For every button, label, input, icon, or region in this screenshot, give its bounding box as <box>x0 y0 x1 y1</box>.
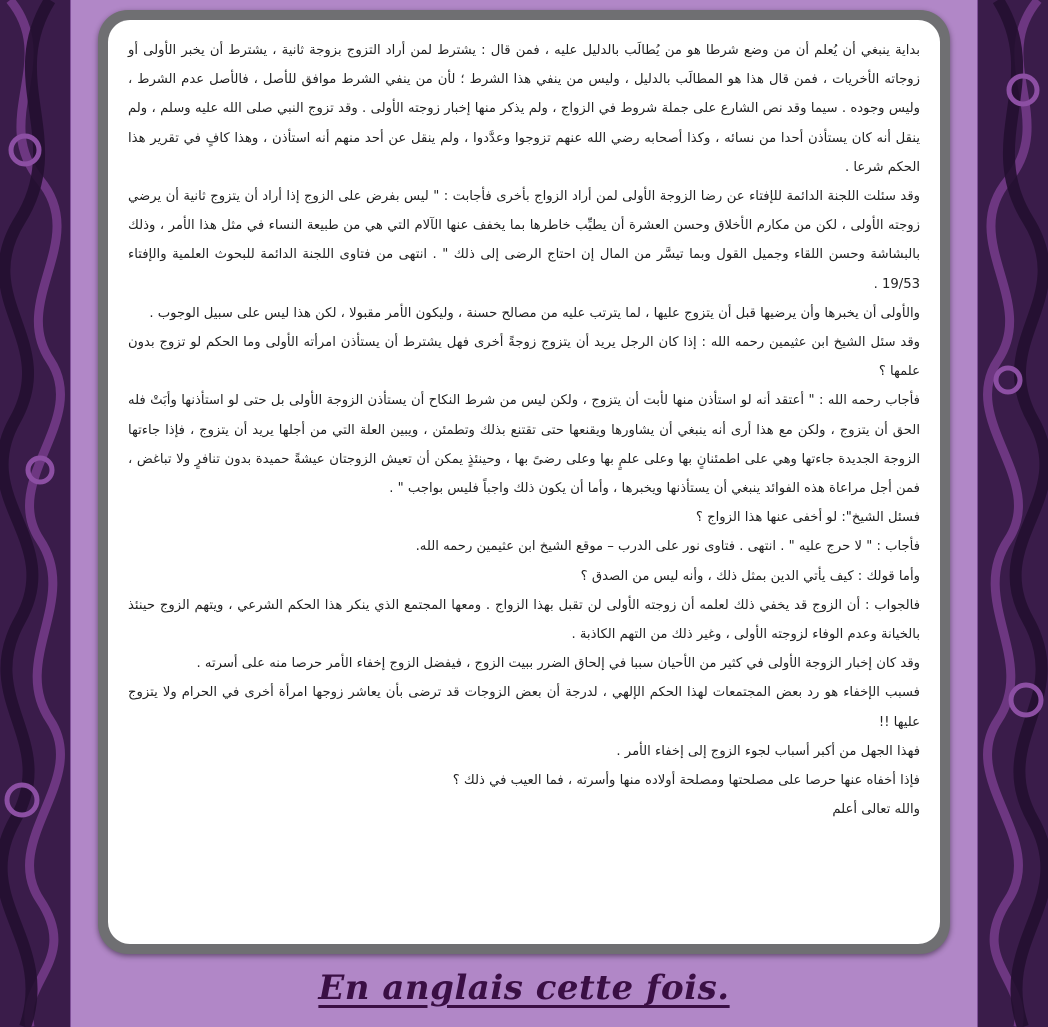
article-frame <box>98 10 950 954</box>
article-paragraph: فأجاب : " لا حرج عليه " . انتهى . فتاوى نور على الدرب – موقع الشيخ ابن عثيمين رحمه الله. <box>415 539 920 555</box>
article-paragraph: فالجواب : أن الزوج قد يخفي ذلك لعلمه أن زوجته الأولى لن تقبل بهذا الزواج . ومعها المجتمع الذي ينكر هذا الحكم الشرعي ، ويتهم الزوج حينئذ بالخيانة وعدم الوفاء لزوجته الأولى ، وغير ذلك من التهم الكاذبة . <box>128 597 920 643</box>
article-paragraph: وقد كان إخبار الزوجة الأولى في كثير من الأحيان سببا في إلحاق الضرر ببيت الزوج ، فيفضل الزوج إخفاء الأمر حرصا منه على أسرته . <box>196 656 920 672</box>
article-paragraph: بداية ينبغي أن يُعلم أن من وضع شرطا هو من يُطالَب بالدليل عليه ، فمن قال : يشترط لمن أراد التزوج بزوجة ثانية ، يشترط أن يخبر الأولى أو زوجاته الأخريات ، فمن قال هذا هو المطالَب بالدليل ، وليس من ينفي هذا الشرط ؛ لأن من ينفي الشرط موافق للأصل ، فالأصل عدم الشرط ، وليس وجوده . سيما وقد نص الشارع على جملة شروط في الزواج ، ولم يذكر منها إخبار زوجته الأولى . وقد تزوج النبي صلى الله عليه وسلم ، ولم ينقل أنه كان يستأذن أحدا من نسائه ، وكذا أصحابه رضي الله عنهم تزوجوا وعدَّدوا ، ولم ينقل عن أحد منهم أنه استأذن ، وهذا كافٍ في تقرير هذا الحكم شرعا . <box>128 43 920 175</box>
article-paragraph: والأولى أن يخبرها وأن يرضيها قبل أن يتزوج عليها ، لما يترتب عليه من مصالح حسنة ، وليكون الأمر مقبولا ، لكن هذا ليس على سبيل الوجوب . <box>149 305 920 321</box>
article-paragraph: فإذا أخفاه عنها حرصا على مصلحتها ومصلحة أولاده منها وأسرته ، فما العيب في ذلك ؟ <box>452 773 920 789</box>
article-paragraph: فسئل الشيخ": لو أخفى عنها هذا الزواج ؟ <box>695 510 920 526</box>
left-decorative-pattern <box>0 0 70 1027</box>
english-caption-heading: En anglais cette fois. <box>318 968 730 1008</box>
article-body <box>108 20 940 944</box>
article-paragraph: وأما قولك : كيف يأتي الدين بمثل ذلك ، وأنه ليس من الصدق ؟ <box>580 568 920 584</box>
article-paragraph: فسبب الإخفاء هو رد بعض المجتمعات لهذا الحكم الإلهي ، لدرجة أن بعض الزوجات قد ترضى بأن يعاشر زوجها امرأة أخرى في الحرام ولا يتزوج عليها !! <box>128 685 920 730</box>
article-paragraph: فهذا الجهل من أكبر أسباب لجوء الزوج إلى إخفاء الأمر . <box>616 743 920 759</box>
left-swirl-graphic <box>0 0 70 1027</box>
right-decorative-pattern <box>978 0 1048 1027</box>
article-paragraph: وقد سئلت اللجنة الدائمة للإفتاء عن رضا الزوجة الأولى لمن أراد الزواج بأخرى فأجابت : " ليس بفرض على الزوج إذا أراد أن يتزوج ثانية أن يرضي زوجته الأولى ، لكن من مكارم الأخلاق وحسن العشرة أن يطيِّب خاطرها بما يخفف عنها الآلام التي هي من طبيعة النساء في مثل هذا الأمر ، وذلك بالبشاشة وحسن اللقاء وجميل القول وبما تيسَّر من المال إن احتاج الرضى إلى ذلك " . انتهى من فتاوى اللجنة الدائمة للبحوث العلمية والإفتاء 19/53 . <box>128 189 920 292</box>
right-swirl-graphic <box>978 0 1048 1027</box>
article-paragraph: والله تعالى أعلم <box>832 802 920 818</box>
article-paragraph: وقد سئل الشيخ ابن عثيمين رحمه الله : إذا كان الرجل يريد أن يتزوج زوجةً أخرى فهل يشترط أن يستأذن امرأته الأولى وما الحكم لو تزوج بدون علمها ؟ <box>128 335 920 380</box>
article-paragraph: فأجاب رحمه الله : " أعتقد أنه لو استأذن منها لأبت أن يتزوج ، ولكن ليس من شرط النكاح أن يستأذن الزوجة الأولى بل حتى لو استأذنها وأبَتْ فله الحق أن يتزوج ، ولكن مع هذا أرى أنه ينبغي أن يشاورها ويقنعها حتى تقتنع بذلك وتطمئن ، ويبين العلة التي من أجلها يريد أن يتزوج ، فإذا جاءتها الزوجة الجديدة جاءتها وهي على اطمئنانٍ بها وعلى علمٍ بها وعلى رضىً بها ، وحينئذٍ يمكن أن تعيش الزوجتان عيشةً حميدة بدون تنافرٍ ولا تباغض ، فمن أجل مراعاة هذه الفوائد ينبغي أن يستأذنها ويخبرها ، وأما أن يكون ذلك واجباً فليس بواجب " . <box>128 393 920 497</box>
